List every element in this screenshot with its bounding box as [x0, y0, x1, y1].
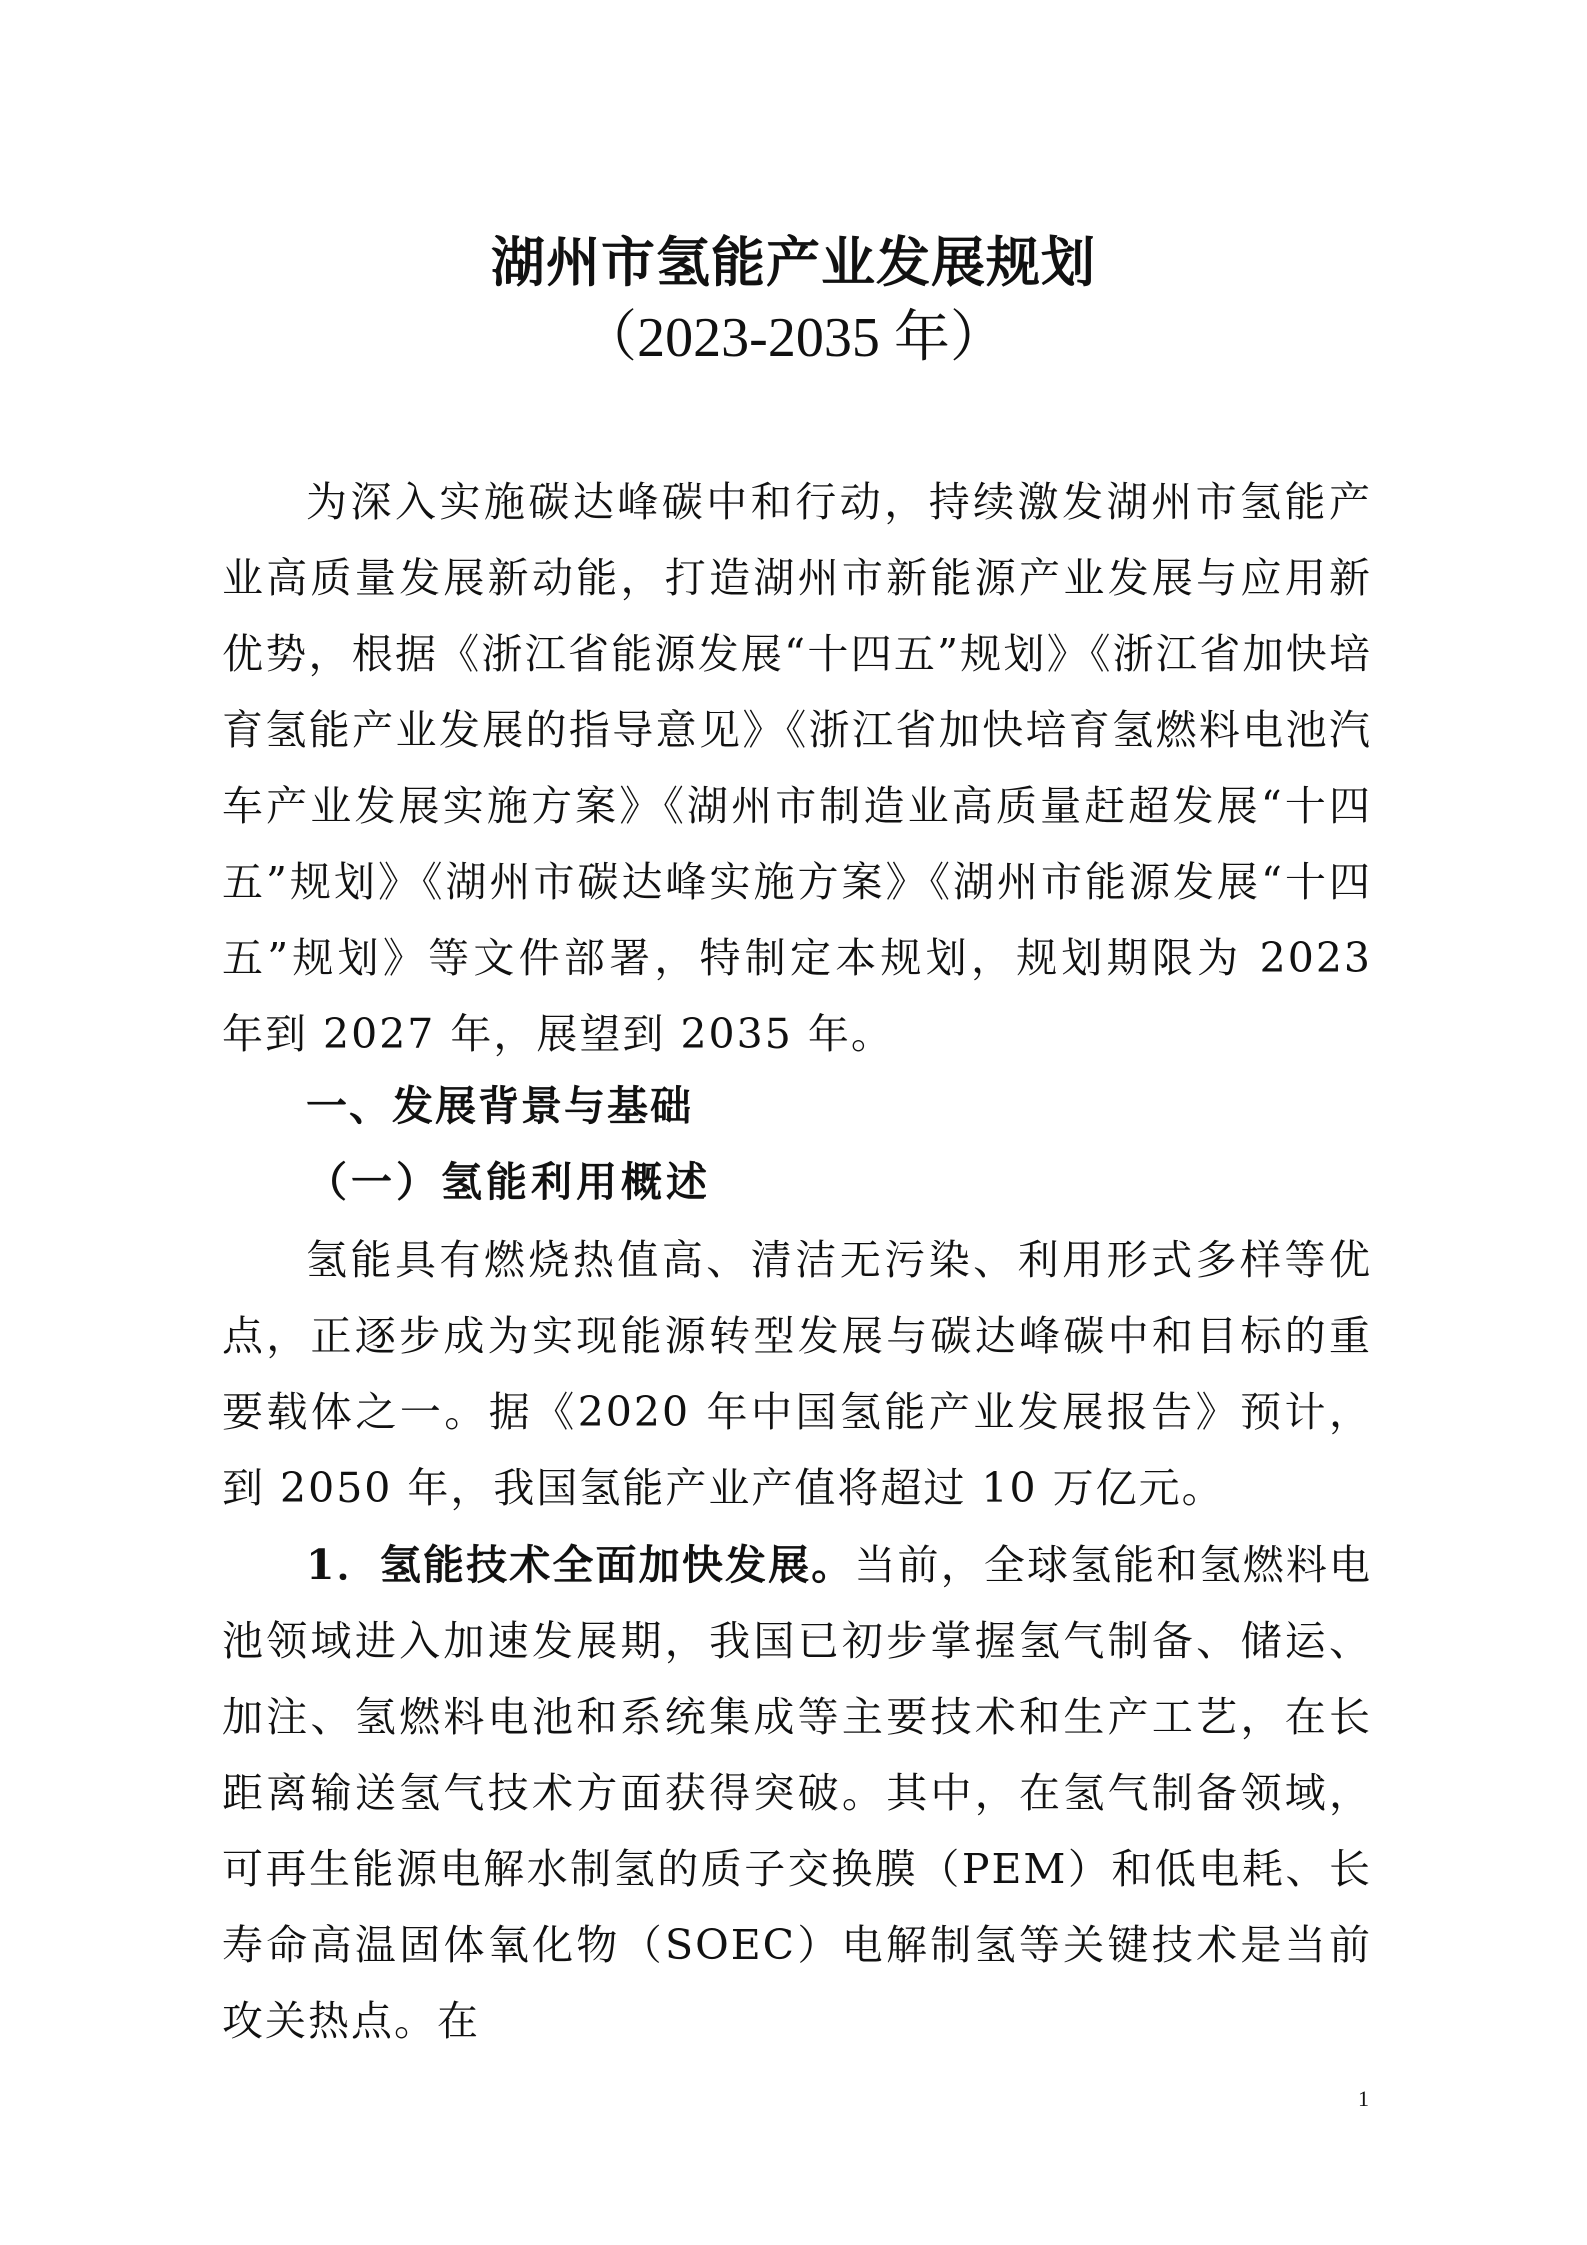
subsection-heading: （一）氢能利用概述 [306, 1158, 711, 1206]
document-title: 湖州市氢能产业发展规划 [491, 231, 1096, 294]
overview-paragraph: 氢能具有燃烧热值高、清洁无污染、利用形式多样等优点，正逐步成为实现能源转型发展与碳达峰碳中和目标的重要载体之一。据《2020 年中国氢能产业发展报告》预计，到 2050 年，我国氢能产业产值将超过 10 万亿元。 [222, 1236, 1372, 1512]
page-number: 1 [1358, 2086, 1369, 2111]
point-1-lead-in: 1．氢能技术全面加快发展。 [306, 1541, 855, 1589]
point-1-text: 当前，全球氢能和氢燃料电池领域进入加速发展期，我国已初步掌握氢气制备、储运、加注、氢燃料电池和系统集成等主要技术和生产工艺，在长距离输送氢气技术方面获得突破。其中，在氢气制备领域，可再生能源电解水制氢的质子交换膜（PEM）和低电耗、长寿命高温固体氧化物（SOEC）电解制氢等关键技术是当前攻关热点。在 [222, 1541, 1372, 2045]
document-subtitle: （2023-2035 年） [581, 307, 1006, 369]
intro-paragraph: 为深入实施碳达峰碳中和行动，持续激发湖州市氢能产业高质量发展新动能，打造湖州市新能源产业发展与应用新优势，根据《浙江省能源发展“十四五”规划》《浙江省加快培育氢能产业发展的指导意见》《浙江省加快培育氢燃料电池汽车产业发展实施方案》《湖州市制造业高质量赶超发展“十四五”规划》《湖州市碳达峰实施方案》《湖州市能源发展“十四五”规划》等文件部署，特制定本规划，规划期限为 2023 年到 2027 年，展望到 2035 年。 [222, 478, 1372, 1058]
section-heading: 一、发展背景与基础 [306, 1082, 693, 1130]
point-1-paragraph [222, 1527, 1372, 2059]
